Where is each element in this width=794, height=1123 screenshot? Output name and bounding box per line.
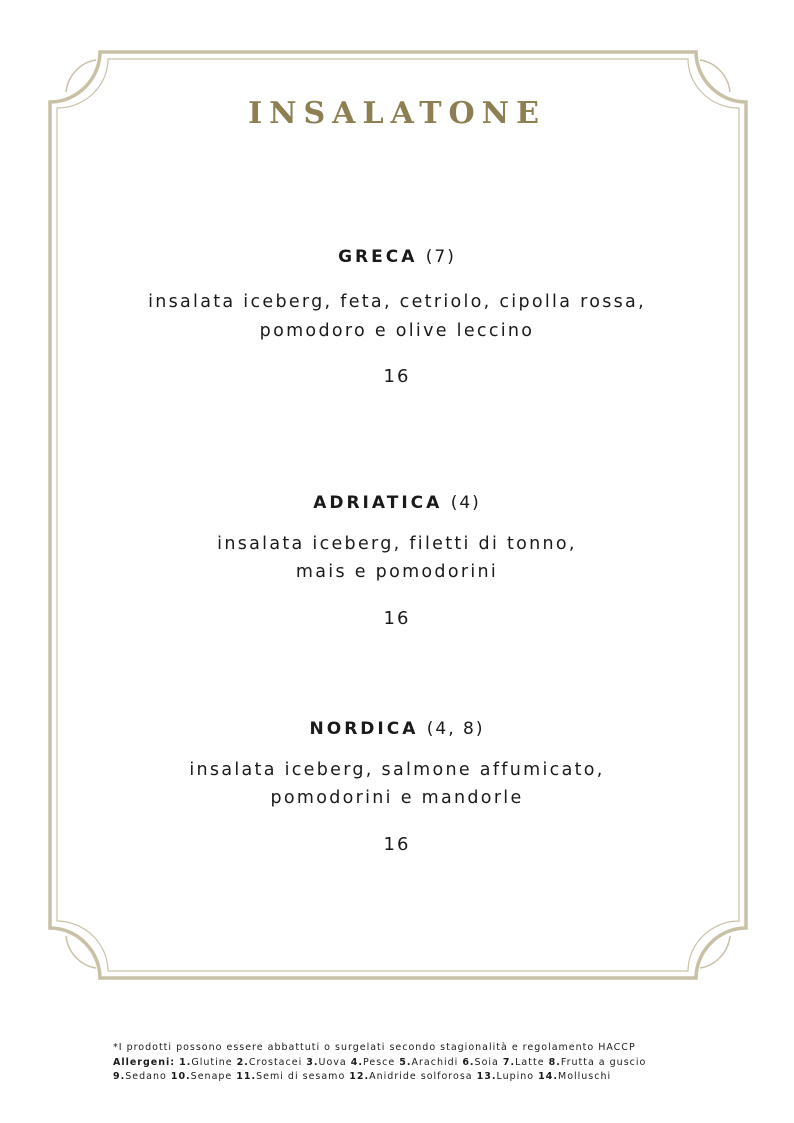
description-line: insalata iceberg, salmone affumicato, (189, 760, 605, 780)
allergen-name: Frutta a guscio (560, 1056, 647, 1068)
allergen-name: Soia (474, 1056, 499, 1068)
allergen-name: Arachidi (411, 1056, 459, 1068)
allergen-number: 1. (179, 1056, 192, 1068)
item-name: ADRIATICA (313, 493, 443, 513)
footer-note: *I prodotti possono essere abbattuti o surgelati secondo stagionalità e regolamento HACCP (113, 1042, 636, 1053)
allergen-name: Anidride solforosa (369, 1071, 473, 1082)
allergen-name: Lupino (496, 1071, 535, 1082)
allergen-number: 8. (548, 1056, 561, 1068)
item-description (0, 756, 794, 812)
allergen-name: Sedano (125, 1071, 167, 1082)
allergen-name: Senape (190, 1071, 233, 1082)
allergen-number: 10. (170, 1071, 191, 1082)
allergen-number: 14. (538, 1071, 558, 1082)
item-allergens: (7) (425, 247, 456, 267)
item-name-line (0, 719, 794, 739)
item-name-line (0, 247, 794, 267)
menu-item (0, 247, 794, 387)
description-line: insalata iceberg, feta, cetriolo, cipolla rossa, (148, 292, 646, 312)
allergen-name: Glutine (191, 1056, 233, 1068)
allergen-number: 3. (306, 1056, 319, 1068)
allergen-number: 5. (399, 1056, 412, 1068)
allergen-number: 6. (462, 1056, 475, 1068)
description-line: mais e pomodorini (295, 562, 499, 582)
item-price: 16 (383, 366, 411, 387)
allergen-name: Crostacei (248, 1056, 303, 1068)
footer-notes (113, 1041, 713, 1085)
allergens-label: Allergeni: (113, 1056, 176, 1068)
allergen-name: Latte (515, 1056, 545, 1068)
allergen-line-2 (113, 1070, 713, 1085)
item-allergens: (4, 8) (426, 719, 485, 739)
item-name-line (0, 493, 794, 513)
item-allergens: (4) (450, 493, 481, 513)
allergen-number: 13. (476, 1071, 497, 1082)
description-line: pomodoro e olive leccino (259, 321, 535, 341)
allergen-name: Uova (318, 1056, 347, 1068)
item-price: 16 (383, 608, 411, 629)
item-description (0, 288, 794, 346)
allergen-name: Pesce (362, 1056, 396, 1068)
allergen-number: 9. (113, 1071, 126, 1082)
allergen-number: 12. (349, 1071, 370, 1082)
item-price: 16 (383, 834, 411, 855)
allergen-number: 4. (350, 1056, 363, 1068)
page-title: INSALATONE (248, 96, 546, 131)
menu-item (0, 719, 794, 855)
allergen-name: Molluschi (558, 1071, 612, 1082)
allergen-number: 11. (236, 1071, 257, 1082)
allergen-number: 7. (502, 1056, 516, 1068)
item-name: GRECA (338, 247, 418, 267)
item-description (0, 530, 794, 586)
allergen-name: Semi di sesamo (256, 1071, 346, 1082)
item-name: NORDICA (309, 719, 419, 739)
allergen-number: 2. (236, 1056, 249, 1068)
allergen-line-1 (113, 1056, 713, 1071)
description-line: pomodorini e mandorle (270, 788, 524, 808)
menu-item (0, 493, 794, 629)
description-line: insalata iceberg, filetti di tonno, (217, 534, 577, 554)
